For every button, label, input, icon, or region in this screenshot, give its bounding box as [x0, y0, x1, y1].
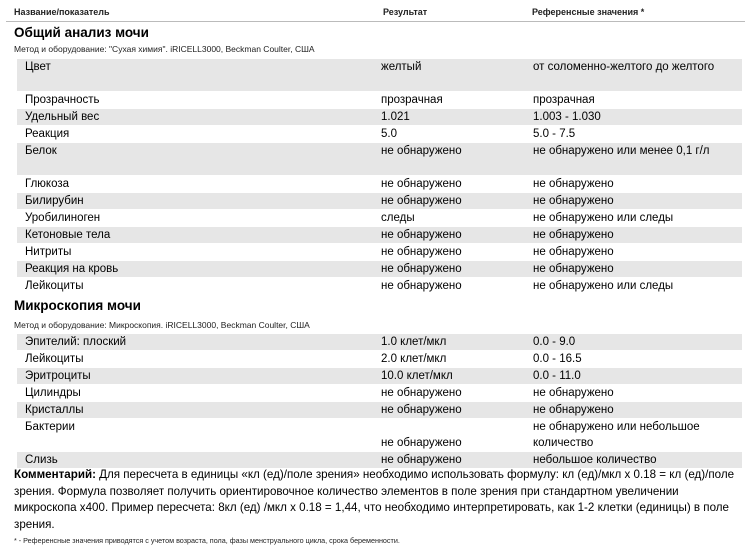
- table-row: [17, 109, 742, 126]
- method-urine-general: Метод и оборудование: "Сухая химия". iRICELL3000, Beckman Coulter, США: [14, 44, 315, 54]
- footnote: * - Референсные значения приводятся с учетом возраста, пола, фазы менструального цикла, срока беременности.: [14, 536, 400, 545]
- param-reference: небольшое количество: [531, 452, 742, 469]
- param-name: Цилиндры: [25, 387, 81, 399]
- table-row: [17, 368, 742, 385]
- table-row: [17, 143, 742, 176]
- param-result: не обнаружено: [377, 452, 531, 469]
- param-reference: не обнаружено: [531, 402, 742, 419]
- table-row: [17, 244, 742, 261]
- param-name: Слизь: [17, 452, 377, 469]
- comment-text: Для пересчета в единицы «кл (ед)/поле зрения» необходимо использовать формулу: кл (ед)/мкл x 0.18 = кл (ед)/поле зрения. Формула позволяет получить ориентировочное количество элементов в поле зрения при стандартном увеличении микроскопа х400. Пример пересчета: 8кл (ед) /мкл x 0.18 = 1,44, что необходимо интерпретировать, как 1-2 клетки (единицы) в поле зрения.: [14, 468, 735, 531]
- param-name: Кетоновые тела: [17, 227, 377, 244]
- table-row: [17, 193, 742, 210]
- table-row: [17, 278, 742, 295]
- param-reference: не обнаружено или небольшое количество: [533, 421, 700, 449]
- param-name: Цвет: [17, 59, 377, 92]
- table-row: [17, 351, 742, 368]
- param-reference: не обнаружено: [533, 387, 614, 399]
- param-reference: не обнаружено: [531, 261, 742, 278]
- param-reference: не обнаружено: [533, 246, 614, 258]
- param-result: не обнаружено: [377, 261, 531, 278]
- param-result: 5.0: [381, 128, 397, 140]
- column-header-reference: Референсные значения *: [532, 7, 645, 17]
- table-row: [17, 385, 742, 402]
- table-row: [17, 452, 742, 469]
- param-result: следы: [381, 212, 415, 224]
- param-name: Глюкоза: [25, 178, 70, 190]
- param-result: 10.0 клет/мкл: [377, 368, 531, 385]
- param-reference: 0.0 - 9.0: [531, 334, 742, 351]
- param-reference: не обнаружено или следы: [533, 280, 674, 292]
- param-result: 1.021: [377, 109, 531, 126]
- table-row: [17, 92, 742, 109]
- table-row: [17, 402, 742, 419]
- param-name: Бактерии: [25, 421, 75, 433]
- param-name: Удельный вес: [17, 109, 377, 126]
- param-name: Эритроциты: [17, 368, 377, 385]
- param-reference: 0.0 - 11.0: [531, 368, 742, 385]
- param-result: 2.0 клет/мкл: [381, 353, 447, 365]
- param-name: Лейкоциты: [25, 353, 84, 365]
- table-row: [17, 334, 742, 351]
- param-name: Прозрачность: [25, 94, 100, 106]
- table-row: [17, 59, 742, 92]
- header-divider: [6, 21, 745, 22]
- table-row: [17, 126, 742, 143]
- param-reference: 5.0 - 7.5: [533, 128, 576, 140]
- section-title-urine-microscopy: Микроскопия мочи: [14, 298, 141, 313]
- section-title-urine-general: Общий анализ мочи: [14, 25, 149, 40]
- param-reference: от соломенно-желтого до желтого: [531, 59, 742, 92]
- comment-label: Комментарий:: [14, 468, 96, 481]
- param-reference: не обнаружено: [531, 193, 742, 210]
- param-result: не обнаружено: [377, 193, 531, 210]
- param-result: не обнаружено: [381, 246, 462, 258]
- param-reference: не обнаружено или следы: [533, 212, 674, 224]
- param-reference: не обнаружено или менее 0,1 г/л: [531, 143, 742, 176]
- param-reference: прозрачная: [533, 94, 595, 106]
- param-name: Белок: [17, 143, 377, 176]
- table-row: [17, 261, 742, 278]
- urine-microscopy-table: [17, 333, 742, 468]
- param-name: Реакция на кровь: [17, 261, 377, 278]
- param-name: Нитриты: [25, 246, 72, 258]
- param-name: Билирубин: [17, 193, 377, 210]
- param-result: не обнаружено: [377, 402, 531, 419]
- param-reference: 1.003 - 1.030: [531, 109, 742, 126]
- param-result: не обнаружено: [381, 280, 462, 292]
- param-result: желтый: [377, 59, 531, 92]
- param-reference: не обнаружено: [533, 178, 614, 190]
- param-name: Реакция: [25, 128, 70, 140]
- method-urine-microscopy: Метод и оборудование: Микроскопия. iRICELL3000, Beckman Coulter, США: [14, 320, 310, 330]
- table-row: [17, 419, 742, 452]
- table-row: [17, 227, 742, 244]
- column-header-name: Название/показатель: [14, 7, 110, 17]
- param-result: прозрачная: [381, 94, 443, 106]
- param-result: не обнаружено: [377, 143, 531, 176]
- param-reference: 0.0 - 16.5: [533, 353, 582, 365]
- urine-general-table: [17, 58, 742, 294]
- param-result: не обнаружено: [377, 227, 531, 244]
- param-reference: не обнаружено: [531, 227, 742, 244]
- param-result: не обнаружено: [381, 387, 462, 399]
- param-name: Эпителий: плоский: [17, 334, 377, 351]
- column-header-result: Результат: [383, 7, 428, 17]
- param-name: Лейкоциты: [25, 280, 84, 292]
- param-result: 1.0 клет/мкл: [377, 334, 531, 351]
- comment-block: [14, 467, 739, 533]
- param-result: не обнаружено: [381, 178, 462, 190]
- param-name: Кристаллы: [17, 402, 377, 419]
- table-row: [17, 210, 742, 227]
- table-row: [17, 176, 742, 193]
- param-result: не обнаружено: [381, 437, 462, 449]
- param-name: Уробилиноген: [25, 212, 101, 224]
